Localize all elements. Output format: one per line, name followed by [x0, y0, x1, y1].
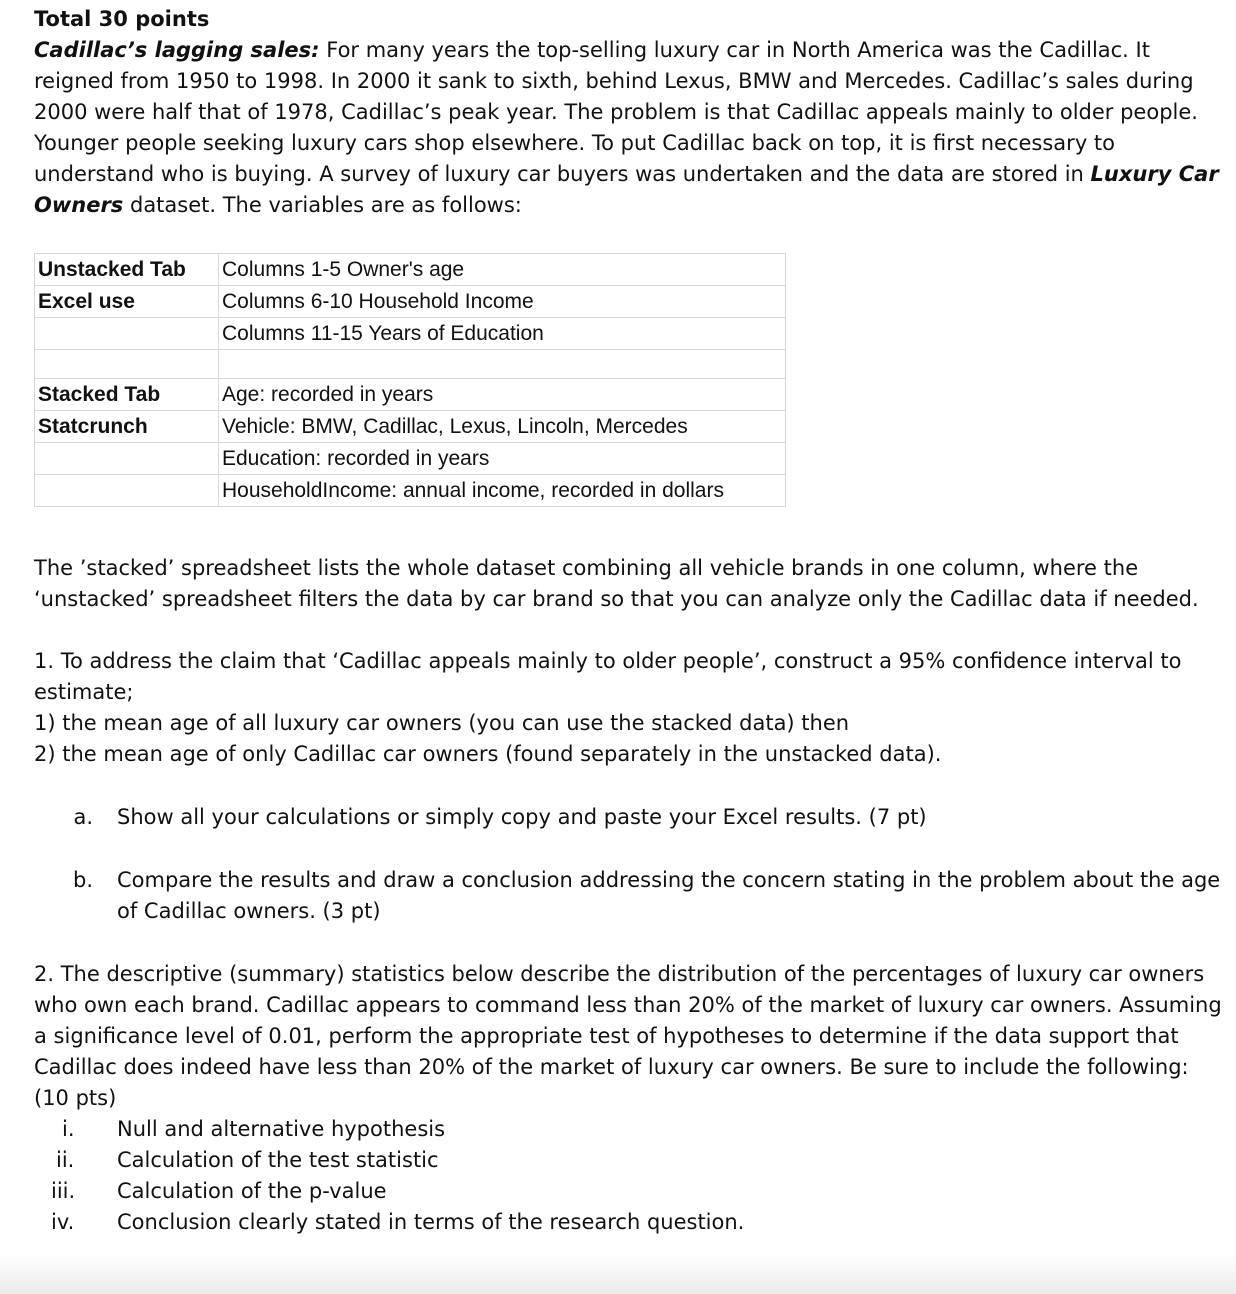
- question-1a-text: Show all your calculations or simply copy and paste your Excel results. (7 pt): [117, 805, 927, 829]
- question-1b-label-wrap: [34, 865, 117, 927]
- question-1-line-1: 1) the mean age of all luxury car owners (you can use the stacked data) then: [34, 711, 850, 735]
- dataset-name: Luxury Car Owners: [34, 162, 1219, 217]
- table-cell: [35, 350, 219, 379]
- question-1a-label: a.: [73, 805, 93, 829]
- table-row: [35, 254, 786, 286]
- list-item-text: Conclusion clearly stated in terms of the research question.: [117, 1210, 745, 1234]
- question-1b-text: Compare the results and draw a conclusion addressing the concern stating in the problem about the age of Cadillac owners. (3 pt): [117, 868, 1221, 923]
- table-cell: [35, 318, 219, 350]
- table-cell: Statcrunch: [35, 411, 219, 443]
- question-1b-label: b.: [72, 868, 93, 892]
- table-cell: [35, 443, 219, 475]
- table-row: [35, 318, 786, 350]
- table-row: [35, 350, 786, 379]
- list-item-label: i.: [62, 1117, 75, 1141]
- table-cell: Age: recorded in years: [219, 379, 786, 411]
- table-row: [35, 443, 786, 475]
- list-item-label: iii.: [51, 1179, 76, 1203]
- table-row: [35, 411, 786, 443]
- table-cell: Excel use: [35, 286, 219, 318]
- list-item-text: Calculation of the test statistic: [117, 1148, 439, 1172]
- table-cell: Columns 6-10 Household Income: [219, 286, 786, 318]
- table-cell: Columns 11-15 Years of Education: [219, 318, 786, 350]
- table-cell: [35, 475, 219, 507]
- assignment-page: [34, 4, 1224, 1238]
- list-item: [34, 1145, 1224, 1176]
- intro-tail: dataset. The variables are as follows:: [123, 193, 522, 217]
- intro-paragraph: [34, 35, 1224, 221]
- table-row: [35, 379, 786, 411]
- list-item-label: iv.: [51, 1210, 75, 1234]
- page-title: Total 30 points: [34, 7, 210, 31]
- table-cell: Stacked Tab: [35, 379, 219, 411]
- table-cell: Columns 1-5 Owner's age: [219, 254, 786, 286]
- list-item: [34, 1207, 1224, 1238]
- list-item-text: Null and alternative hypothesis: [117, 1117, 446, 1141]
- intro-body: For many years the top-selling luxury car in North America was the Cadillac. It reigned from 1950 to 1998. In 2000 it sank to sixth, behind Lexus, BMW and Mercedes. Cadillac’s sales during 2000 were half that of 1978, Cadillac’s peak year. The problem is that Cadillac appeals mainly to older people. Younger people seeking luxury cars shop elsewhere. To put Cadillac back on top, it is first necessary to understand who is buying. A survey of luxury car buyers was undertaken and the data are stored in: [34, 38, 1198, 186]
- list-item-text: Calculation of the p-value: [117, 1179, 387, 1203]
- question-1-line-2: 2) the mean age of only Cadillac car owners (found separately in the unstacked data).: [34, 742, 942, 766]
- table-row: [35, 475, 786, 507]
- table-cell: Education: recorded in years: [219, 443, 786, 475]
- stacked-note: The ’stacked’ spreadsheet lists the whole dataset combining all vehicle brands in one column, where the ‘unstacked’ spreadsheet filters the data by car brand so that you can analyze only the Cadillac data if needed.: [34, 556, 1199, 611]
- variables-table: [34, 253, 786, 507]
- list-item: [34, 1114, 1224, 1145]
- table-cell: HouseholdIncome: annual income, recorded in dollars: [219, 475, 786, 507]
- list-item: [34, 1176, 1224, 1207]
- table-row: [35, 286, 786, 318]
- list-item-label: ii.: [56, 1148, 75, 1172]
- question-2-intro: 2. The descriptive (summary) statistics below describe the distribution of the percentages of luxury car owners who own each brand. Cadillac appears to command less than 20% of the market of luxury car owners. Assuming a significance level of 0.01, perform the appropriate test of hypotheses to determine if the data support that Cadillac does indeed have less than 20% of the market of luxury car owners. Be sure to include the following: (10 pts): [34, 962, 1222, 1110]
- table-cell: [219, 350, 786, 379]
- intro-lead: Cadillac’s lagging sales:: [34, 38, 320, 62]
- question-1a: [34, 802, 1224, 833]
- question-1-intro: 1. To address the claim that ‘Cadillac appeals mainly to older people’, construct a 95% confidence interval to estimate;: [34, 649, 1182, 704]
- question-1a-label-wrap: [34, 802, 117, 833]
- table-cell: Unstacked Tab: [35, 254, 219, 286]
- question-1b: [34, 865, 1224, 927]
- table-cell: Vehicle: BMW, Cadillac, Lexus, Lincoln, Mercedes: [219, 411, 786, 443]
- bottom-fade: [0, 1254, 1236, 1294]
